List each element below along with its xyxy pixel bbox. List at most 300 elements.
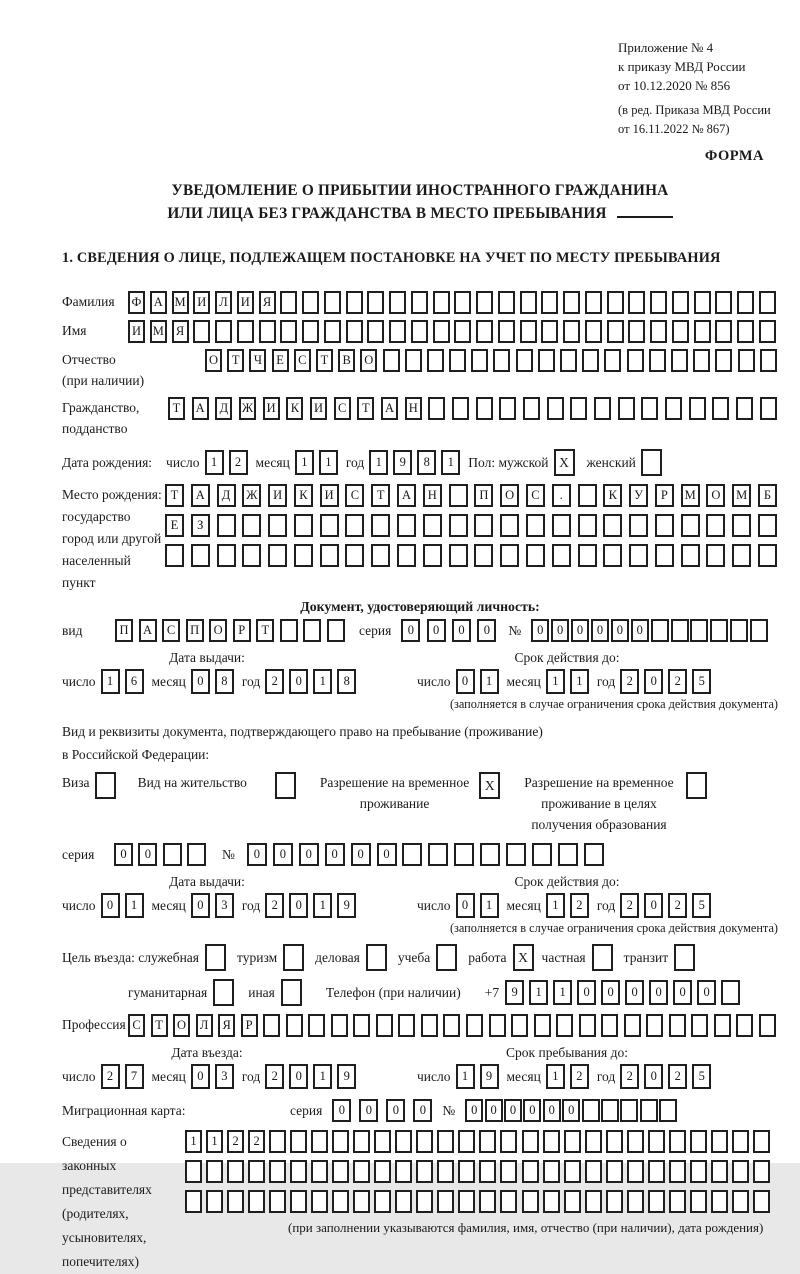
- patronymic-cells: [205, 349, 777, 372]
- form-cell: 0: [289, 669, 308, 694]
- purpose-transit-checkbox: [674, 944, 695, 971]
- form-cell: 0: [247, 843, 267, 866]
- temp-permit-checkbox: X: [479, 772, 500, 799]
- phone-prefix: +7: [484, 984, 500, 1000]
- edu-permit-label3: получения образования: [531, 817, 667, 832]
- year-label: год: [596, 897, 616, 913]
- form-cell: [217, 514, 236, 537]
- form-cell: 1: [125, 893, 144, 918]
- form-cell: Д: [217, 484, 236, 507]
- citizenship-cells: [168, 397, 777, 420]
- form-cell: 0: [644, 893, 663, 918]
- form-cell: [206, 1160, 223, 1183]
- form-cell: [523, 397, 540, 420]
- edu-permit-label: Разрешение на временное: [524, 775, 674, 790]
- form-cell: [710, 619, 728, 642]
- form-cell: [345, 514, 364, 537]
- birth-day-cells: [205, 450, 248, 475]
- form-cell: 0: [456, 893, 475, 918]
- doc-issue-month-cells: [191, 669, 234, 694]
- purpose-work-label: работа: [468, 949, 507, 965]
- form-cell: [759, 1014, 776, 1037]
- form-cell: Ф: [128, 291, 145, 314]
- form-cell: [578, 484, 597, 507]
- form-cell: [732, 1130, 749, 1153]
- doc-valid-heading: Срок действия до:: [514, 650, 620, 665]
- form-cell: [402, 843, 422, 866]
- year-label: год: [241, 1068, 261, 1084]
- form-cell: 1: [313, 669, 332, 694]
- res-valid-year-cells: [620, 893, 711, 918]
- month-label: месяц: [506, 897, 541, 913]
- doc-issue-year-cells: [265, 669, 356, 694]
- form-cell: [607, 320, 624, 343]
- doc-series-cells: [401, 619, 496, 642]
- form-cell: [522, 1160, 539, 1183]
- temp-permit-label: Разрешение на временное: [319, 775, 470, 790]
- doc-valid-year-cells: [620, 669, 711, 694]
- legal-reps-label: (родителях,: [62, 1206, 129, 1221]
- form-cell: [522, 1190, 539, 1213]
- form-cell: [498, 291, 515, 314]
- temp-permit-label2: проживание: [359, 796, 430, 811]
- form-cell: 1: [546, 893, 565, 918]
- year-label: год: [345, 454, 365, 470]
- month-label: месяц: [151, 673, 186, 689]
- form-cell: [479, 1190, 496, 1213]
- form-cell: [458, 1190, 475, 1213]
- form-cell: 0: [377, 843, 397, 866]
- form-cell: [476, 397, 493, 420]
- edu-permit-checkbox: [686, 772, 707, 799]
- form-cell: [694, 291, 711, 314]
- form-cell: [563, 320, 580, 343]
- birth-place-label: государство: [62, 509, 131, 524]
- form-cell: [280, 291, 297, 314]
- form-cell: [389, 291, 406, 314]
- form-cell: 0: [452, 619, 471, 642]
- form-cell: 9: [337, 1064, 356, 1089]
- stay-year-cells: [620, 1064, 711, 1089]
- form-cell: [479, 1160, 496, 1183]
- purpose-humanitarian-label: гуманитарная: [128, 984, 208, 1000]
- day-label: число: [62, 673, 96, 689]
- form-cell: Я: [172, 320, 189, 343]
- year-label: год: [241, 673, 261, 689]
- form-cell: [669, 1190, 686, 1213]
- form-cell: 0: [611, 619, 629, 642]
- form-cell: [585, 1160, 602, 1183]
- form-cell: [732, 1190, 749, 1213]
- form-cell: 0: [523, 1099, 541, 1122]
- citizenship-label: Гражданство,: [62, 400, 140, 415]
- birth-place-label: населенный пункт: [62, 553, 131, 590]
- form-cell: А: [150, 291, 167, 314]
- form-cell: [560, 349, 577, 372]
- form-cell: С: [526, 484, 545, 507]
- residence-permit-label: Вид на жительство: [137, 775, 247, 790]
- amendment-line: (в ред. Приказа МВД России: [618, 103, 771, 117]
- form-cell: А: [381, 397, 398, 420]
- form-cell: [672, 320, 689, 343]
- legal-reps-label: законных: [62, 1158, 117, 1173]
- form-cell: 0: [413, 1099, 432, 1122]
- form-cell: [397, 544, 416, 567]
- form-cell: [449, 349, 466, 372]
- form-cell: А: [192, 397, 209, 420]
- form-cell: [691, 1014, 708, 1037]
- form-cell: И: [193, 291, 210, 314]
- form-cell: [601, 1099, 619, 1122]
- birth-year-cells: [369, 450, 460, 475]
- form-cell: [711, 1160, 728, 1183]
- form-cell: 0: [551, 619, 569, 642]
- purpose-other-checkbox: [281, 979, 302, 1006]
- form-cell: [185, 1160, 202, 1183]
- form-cell: [620, 1099, 638, 1122]
- purpose-label: Цель въезда: служебная: [62, 949, 199, 965]
- form-cell: [594, 397, 611, 420]
- birth-place-label: город или другой: [62, 531, 162, 546]
- form-cell: [753, 1160, 770, 1183]
- form-cell: Н: [423, 484, 442, 507]
- form-cell: [294, 544, 313, 567]
- surname-cells: [128, 291, 776, 314]
- form-cell: Б: [758, 484, 777, 507]
- form-cell: [242, 514, 261, 537]
- form-cell: [433, 291, 450, 314]
- form-cell: 0: [325, 843, 345, 866]
- sex-female-label: женский: [586, 454, 636, 470]
- form-cell: 0: [114, 843, 133, 866]
- form-cell: Л: [215, 291, 232, 314]
- form-title-line2: ИЛИ ЛИЦА БЕЗ ГРАЖДАНСТВА В МЕСТО ПРЕБЫВАНИЯ: [62, 202, 778, 225]
- form-cell: 1: [553, 980, 572, 1005]
- form-cell: [582, 349, 599, 372]
- form-cell: 2: [248, 1130, 265, 1153]
- form-cell: [466, 1014, 483, 1037]
- form-cell: 2: [229, 450, 248, 475]
- form-cell: [371, 544, 390, 567]
- form-cell: [650, 320, 667, 343]
- form-cell: [659, 1099, 677, 1122]
- form-cell: [520, 320, 537, 343]
- form-cell: 0: [644, 669, 663, 694]
- form-cell: [750, 619, 768, 642]
- form-cell: [500, 514, 519, 537]
- form-cell: 0: [631, 619, 649, 642]
- day-label: число: [417, 897, 451, 913]
- form-cell: 0: [571, 619, 589, 642]
- form-cell: 1: [441, 450, 460, 475]
- form-cell: [302, 320, 319, 343]
- form-cell: 0: [531, 619, 549, 642]
- form-cell: [579, 1014, 596, 1037]
- form-cell: [423, 544, 442, 567]
- legal-reps-cells-row3: [185, 1190, 770, 1213]
- stay-until-heading: Срок пребывания до:: [506, 1045, 628, 1060]
- form-cell: [405, 349, 422, 372]
- res-issue-month-cells: [191, 893, 234, 918]
- day-label: число: [62, 897, 96, 913]
- form-cell: [227, 1190, 244, 1213]
- form-cell: [532, 843, 552, 866]
- form-cell: [715, 320, 732, 343]
- form-cell: Е: [165, 514, 184, 537]
- form-cell: [308, 1014, 325, 1037]
- form-cell: [443, 1014, 460, 1037]
- form-cell: А: [397, 484, 416, 507]
- form-cell: [242, 544, 261, 567]
- form-cell: [395, 1190, 412, 1213]
- form-cell: [433, 320, 450, 343]
- form-cell: [454, 320, 471, 343]
- form-cell: 2: [620, 669, 639, 694]
- identity-doc-heading: Документ, удостоверяющий личность:: [300, 599, 540, 614]
- form-cell: [269, 1190, 286, 1213]
- form-cell: [738, 349, 755, 372]
- form-cell: [671, 619, 689, 642]
- form-cell: [324, 320, 341, 343]
- form-cell: [280, 320, 297, 343]
- form-cell: [669, 1160, 686, 1183]
- form-cell: [353, 1190, 370, 1213]
- form-cell: 0: [289, 893, 308, 918]
- form-cell: [286, 1014, 303, 1037]
- form-cell: 0: [191, 669, 210, 694]
- doc-number-cells: [531, 619, 768, 642]
- form-cell: [269, 1130, 286, 1153]
- form-cell: 0: [601, 980, 620, 1005]
- form-cell: Ж: [242, 484, 261, 507]
- form-cell: [263, 1014, 280, 1037]
- form-cell: [627, 349, 644, 372]
- form-cell: [543, 1190, 560, 1213]
- profession-cells: [128, 1014, 776, 1037]
- form-cell: К: [603, 484, 622, 507]
- form-cell: Е: [272, 349, 289, 372]
- form-cell: [578, 514, 597, 537]
- form-cell: [526, 514, 545, 537]
- form-cell: 5: [692, 1064, 711, 1089]
- form-cell: [248, 1160, 265, 1183]
- form-cell: [721, 980, 740, 1005]
- form-cell: 0: [351, 843, 371, 866]
- form-cell: [753, 1130, 770, 1153]
- form-cell: [331, 1014, 348, 1037]
- form-cell: [395, 1160, 412, 1183]
- form-cell: 2: [101, 1064, 120, 1089]
- form-cell: 0: [465, 1099, 483, 1122]
- form-cell: [520, 291, 537, 314]
- form-cell: [374, 1160, 391, 1183]
- form-cell: Р: [655, 484, 674, 507]
- form-cell: И: [263, 397, 280, 420]
- form-cell: М: [150, 320, 167, 343]
- day-label: число: [166, 454, 200, 470]
- residence-doc-intro1: Вид и реквизиты документа, подтверждающего право на пребывание (проживание): [62, 724, 543, 739]
- entry-year-cells: [265, 1064, 356, 1089]
- form-cell: [471, 349, 488, 372]
- stay-month-cells: [546, 1064, 589, 1089]
- form-cell: [346, 320, 363, 343]
- form-cell: 1: [480, 669, 499, 694]
- form-cell: [416, 1160, 433, 1183]
- form-cell: [185, 1190, 202, 1213]
- legal-reps-cells-row2: [185, 1160, 770, 1183]
- form-cell: 0: [504, 1099, 522, 1122]
- form-cell: [650, 291, 667, 314]
- form-cell: А: [191, 484, 210, 507]
- surname-label: Фамилия: [62, 294, 115, 309]
- form-cell: [558, 843, 578, 866]
- form-cell: Т: [227, 349, 244, 372]
- form-cell: [346, 291, 363, 314]
- form-cell: [311, 1130, 328, 1153]
- form-cell: 8: [337, 669, 356, 694]
- visa-label: Виза: [62, 775, 90, 790]
- form-cell: [480, 843, 500, 866]
- form-cell: [732, 544, 751, 567]
- form-cell: 1: [546, 1064, 565, 1089]
- form-cell: 0: [191, 1064, 210, 1089]
- form-cell: [500, 1160, 517, 1183]
- form-cell: [736, 1014, 753, 1037]
- form-cell: [332, 1190, 349, 1213]
- form-cell: [367, 291, 384, 314]
- form-cell: [489, 1014, 506, 1037]
- form-cell: 0: [191, 893, 210, 918]
- visa-checkbox: [95, 772, 116, 799]
- form-cell: 1: [295, 450, 314, 475]
- form-cell: [604, 349, 621, 372]
- patronymic-label: Отчество: [62, 352, 116, 367]
- mig-number-cells: [465, 1099, 677, 1122]
- form-cell: 8: [417, 450, 436, 475]
- form-cell: 2: [570, 1064, 589, 1089]
- year-label: год: [241, 897, 261, 913]
- form-cell: Т: [371, 484, 390, 507]
- form-cell: [437, 1130, 454, 1153]
- form-cell: 1: [570, 669, 589, 694]
- form-cell: 0: [101, 893, 120, 918]
- form-cell: Н: [405, 397, 422, 420]
- form-cell: Т: [151, 1014, 168, 1037]
- given-name-cells: [128, 320, 776, 343]
- form-cell: 1: [313, 893, 332, 918]
- form-cell: [374, 1130, 391, 1153]
- doc-number-label: №: [508, 622, 522, 638]
- year-label: год: [596, 1068, 616, 1084]
- form-cell: [516, 349, 533, 372]
- form-cell: [290, 1160, 307, 1183]
- form-cell: М: [681, 484, 700, 507]
- form-cell: 0: [138, 843, 157, 866]
- form-cell: [737, 320, 754, 343]
- form-cell: 6: [125, 669, 144, 694]
- form-cell: [476, 291, 493, 314]
- form-cell: С: [294, 349, 311, 372]
- form-cell: 2: [620, 1064, 639, 1089]
- annex-line: к приказу МВД России: [618, 59, 746, 74]
- form-cell: [268, 544, 287, 567]
- form-cell: [651, 619, 669, 642]
- form-cell: [506, 843, 526, 866]
- sex-label: Пол: мужской: [468, 454, 549, 470]
- form-cell: [449, 484, 468, 507]
- form-cell: [624, 1014, 641, 1037]
- purpose-tourism-label: туризм: [237, 949, 278, 965]
- form-cell: [311, 1160, 328, 1183]
- form-cell: С: [162, 619, 180, 642]
- form-cell: [606, 1130, 623, 1153]
- form-cell: 0: [644, 1064, 663, 1089]
- form-cell: [607, 291, 624, 314]
- form-title: [62, 180, 778, 225]
- form-cell: П: [115, 619, 133, 642]
- forma-label: ФОРМА: [704, 148, 764, 164]
- form-cell: [543, 1160, 560, 1183]
- form-cell: [541, 320, 558, 343]
- form-cell: [427, 349, 444, 372]
- form-cell: [669, 1130, 686, 1153]
- mig-number-label: №: [442, 1102, 456, 1118]
- form-cell: О: [173, 1014, 190, 1037]
- form-cell: 8: [215, 669, 234, 694]
- form-cell: И: [128, 320, 145, 343]
- form-cell: [294, 514, 313, 537]
- form-cell: 0: [456, 669, 475, 694]
- purpose-study-label: учеба: [397, 949, 431, 965]
- form-cell: 9: [337, 893, 356, 918]
- edu-permit-label2: проживание в целях: [541, 796, 657, 811]
- form-cell: 9: [393, 450, 412, 475]
- form-cell: [640, 1099, 658, 1122]
- purpose-humanitarian-checkbox: [213, 979, 234, 1006]
- form-cell: [353, 1130, 370, 1153]
- form-cell: 1: [456, 1064, 475, 1089]
- res-issue-year-cells: [265, 893, 356, 918]
- form-cell: [454, 843, 474, 866]
- form-cell: [511, 1014, 528, 1037]
- form-cell: О: [360, 349, 377, 372]
- form-cell: [499, 397, 516, 420]
- res-series-cells: [114, 843, 206, 866]
- form-cell: [302, 291, 319, 314]
- form-cell: [649, 349, 666, 372]
- day-label: число: [417, 1068, 451, 1084]
- form-cell: [628, 320, 645, 343]
- sex-male-checkbox: X: [554, 449, 575, 476]
- form-cell: 1: [529, 980, 548, 1005]
- form-cell: [526, 544, 545, 567]
- residence-permit-checkbox: [275, 772, 296, 799]
- form-cell: [753, 1190, 770, 1213]
- patronymic-label-note: (при наличии): [62, 373, 145, 388]
- form-cell: [416, 1190, 433, 1213]
- doc-series-label: серия: [359, 622, 392, 638]
- form-cell: [712, 397, 729, 420]
- purpose-delovaya-label: деловая: [315, 949, 360, 965]
- form-cell: Т: [168, 397, 185, 420]
- form-cell: [259, 320, 276, 343]
- mig-series-label: серия: [290, 1102, 323, 1118]
- birth-place-cells-row2: [165, 514, 777, 537]
- doc-valid-month-cells: [546, 669, 589, 694]
- doc-validity-note: (заполняется в случае ограничения срока действия документа): [449, 697, 778, 711]
- doc-type-label: вид: [62, 622, 83, 638]
- legal-reps-label: представителях: [62, 1182, 152, 1197]
